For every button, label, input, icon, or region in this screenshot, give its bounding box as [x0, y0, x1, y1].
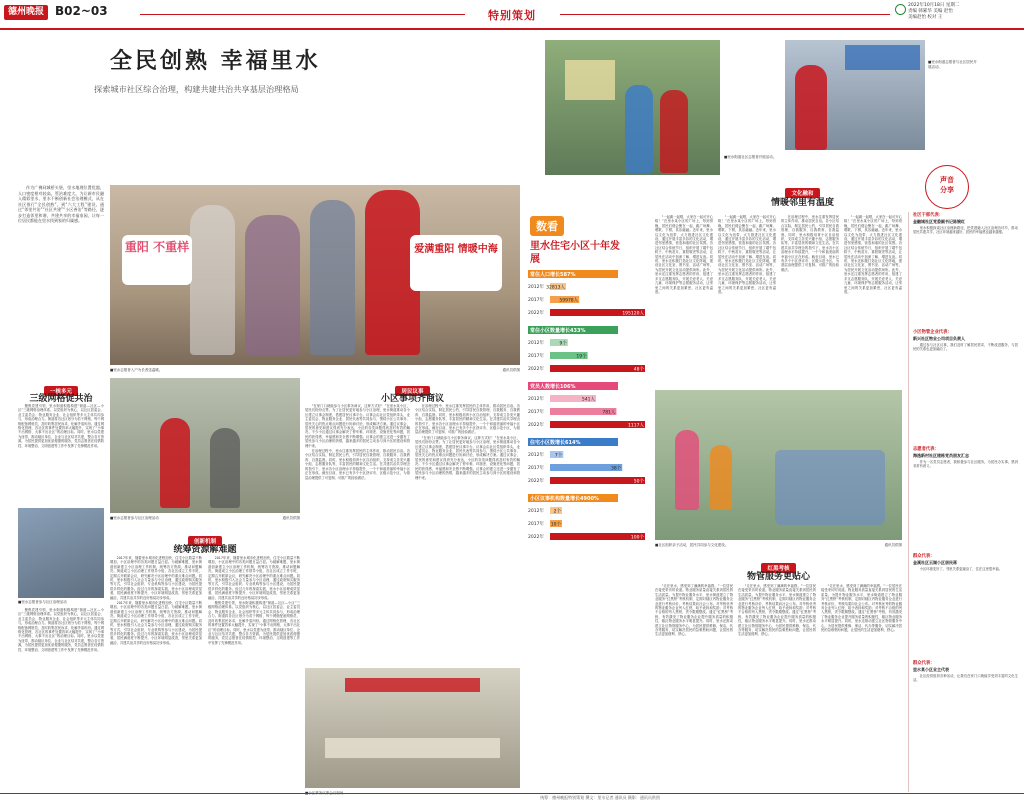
emblem-icon	[895, 4, 906, 15]
infographic-header	[530, 215, 625, 265]
sidebar-role: 志愿者代表：	[913, 447, 939, 452]
infographic-chart-3	[528, 438, 645, 484]
meeting-photo	[110, 378, 300, 513]
chart-title: 党员人数增长106%	[530, 384, 576, 390]
chart-category-label: 2012年	[528, 453, 544, 458]
left-article-text: 聚焦党建引领，里水街道积极构建“街道—社区—小区”三级网格治理体系。以党组织为核心，以社区居委会、业主委员会、物业服务企业、社会组织等多元主体共同参与，形成治理合力。街道将各社区划分为若干网格，每个网格配备网格员，及时收集居民诉求，化解矛盾纠纷。通过网格化管理，各社区的事件处置效率大幅提升，实现了“小事不出网格、大事不出社区”的治理目标。同时，里水以党建为纽带，推动辖区单位、企业与社区结对共建，整合各方资源，为居民提供更加优质便捷的服务，党员志愿者在疫情防控、环境整治、文明创建等工作中发挥了先锋模范作用。	[18, 404, 104, 448]
page-footer: 统筹：德州晚报特别策划 撰文：里水记者 通讯员 摄影：通讯员供图	[540, 795, 660, 800]
mid-left-article-text: 2017年来，随着里水城市化进程加快，住宅小区数量不断增加，小区治理中的各类问题日益凸显。为破解难题，里水街道创新建立小区治理工作机制，统筹各方资源，推动问题解决。街道成立小区治理工作领导小组，各社区成立工作专班，定期召开联席会议，研究解决小区治理中的重点难点问题。同时，里水积极引入社会力量参与小区治理，通过政府购买服务等方式，引导社会组织、专业机构等参与小区建设，为居民提供多样化的服务。经过几年的探索实践，里水小区治理成效显著，居民满意度不断提升，小区环境明显改善，邻里关系更加融洽，共建共治共享的良好格局初步形成。 2017年来，随着里水城市化进程加快，住宅小区数量不断增加，小区治理中的各类问题日益凸显。为破解难题，里水街道创新建立小区治理工作机制，统筹各方资源，推动问题解决。街道成立小区治理工作领导小组，各社区成立工作专班，定期召开联席会议，研究解决小区治理中的重点难点问题。同时，里水积极引入社会力量参与小区治理，通过政府购买服务等方式，引导社会组织、专业机构等参与小区建设，为居民提供多样化的服务。经过几年的探索实践，里水小区治理成效显著，居民满意度不断提升，小区环境明显改善，邻里关系更加融洽，共建共治共享的良好格局初步形成。	[110, 556, 202, 645]
header-rule-left	[140, 14, 465, 15]
mural	[775, 450, 885, 525]
share-label: 分享	[940, 186, 954, 194]
section-pill: 居民议事	[395, 386, 429, 396]
sign-left: 重阳 不重样	[122, 235, 192, 285]
sidebar-item	[913, 446, 1018, 545]
person-figure	[310, 200, 355, 355]
chart-data-label: 7个	[554, 453, 563, 459]
mid-left-article-text-2: 2017年来，随着里水城市化进程加快，住宅小区数量不断增加，小区治理中的各类问题日益凸显。为破解难题，里水街道创新建立小区治理工作机制，统筹各方资源，推动问题解决。街道成立小区治理工作领导小组，各社区成立工作专班，定期召开联席会议，研究解决小区治理中的重点难点问题。同时，里水积极引入社会力量参与小区治理，通过政府购买服务等方式，引导社会组织、专业机构等参与小区建设，为居民提供多样化的服务。经过几年的探索实践，里水小区治理成效显著，居民满意度不断提升，小区环境明显改善，邻里关系更加融洽，共建共治共享的良好格局初步形成。 聚焦党建引领，里水街道积极构建“街道—社区—小区”三级网格治理体系。以党组织为核心，以社区居委会、业主委员会、物业服务企业、社会组织等多元主体共同参与，形成治理合力。街道将各社区划分为若干网格，每个网格配备网格员，及时收集居民诉求，化解矛盾纠纷。通过网格化管理，各社区的事件处置效率大幅提升，实现了“小事不出网格、大事不出社区”的治理目标。同时，里水以党建为纽带，推动辖区单位、企业与社区结对共建，整合各方资源，为居民提供更加优质便捷的服务，党员志愿者在疫情防控、环境整治、文明创建等工作中发挥了先锋模范作用。	[208, 556, 300, 645]
editor-line: 责编 韩累华 美编 赵怡	[908, 9, 953, 14]
chart-title: 常住人口增长587%	[530, 272, 576, 278]
sidebar-quote: 通过参与社区议事，我们及时了解居民需求，不断改进服务，与居民的关系也更加融洽了。	[913, 343, 1018, 352]
table	[325, 738, 500, 758]
mid-article-text: “在家门口就能参与小区事务商议，这种方式好！”在里水某小区，居民们纷纷点赞。为了让居民更好地参与小区治理，里水街道推动各小区建立议事会制度，搭建居民议事平台。议事会由社区党组织牵头，业主委员会、物业服务企业、居民代表等共同参与，围绕小区公共事务、居民关心的热点难点问题进行协商讨论，形成解决方案。通过议事会，居民的意见和建议得到充分表达，小区的各类问题得到及时有效的解决。不少小区通过议事会解决了停车难、环境差、设施老化等问题，居民的获得感、幸福感和安全感不断增强。议事会的建立还进一步激发了居民参与小区治理的热情，越来越多的居民主动参与到小区的建设和管理中来。 在治理过程中，里水注重发挥居民的主体作用，推动居民自治。各小区结合实际，制定居民公约，引导居民自我管理、自我服务、自我教育、自我监督。同时，里水积极培育小区自治组织，支持成立各类兴趣小组、志愿服务队等，丰富居民的精神文化生活。在共建共治共享理念的指引下，里水各小区治理水平持续提升，一个个和谐美丽的幸福小区正在形成。截至目前，里水已有多个小区获评市、区级示范小区，为基层治理提供了可复制、可推广的经验做法。	[305, 404, 410, 480]
chart-category-label: 2017年	[528, 522, 544, 527]
person-figure	[625, 85, 653, 173]
chart-category-label: 2017年	[528, 354, 544, 359]
sidebar-role: 社区干部代表：	[913, 213, 944, 218]
sidebar-quote: 社区经常组织各种活动，让我们在家门口就能享受到丰富的文化生活。	[913, 674, 1018, 683]
person-figure	[190, 205, 235, 355]
infographic-chart-4	[528, 494, 645, 540]
chart-category-label: 2017年	[528, 298, 544, 303]
newspaper-logo: 德州晚报	[4, 5, 48, 20]
chart-category-label: 2022年	[528, 479, 544, 484]
chart-category-label: 2012年	[528, 509, 544, 514]
sign-right: 爱满重阳 情暖中海	[410, 235, 502, 291]
photo-credit: 通讯员供图	[502, 368, 520, 372]
chart-data-label: 541人	[581, 397, 596, 403]
photo-caption: ■里水志愿者入户为长者送温暖。	[110, 368, 163, 372]
proof-line: 美编赵怡 校对 王	[908, 15, 943, 20]
chart-category-label: 2022年	[528, 367, 544, 372]
activity-photo-top-mid	[545, 40, 720, 175]
section-pill: 红黑考核	[761, 563, 795, 573]
photo-caption: ■里水志愿者参与社区治理活动	[110, 516, 159, 520]
chart-category-label: 2017年	[528, 466, 544, 471]
sidebar-item	[913, 553, 1018, 652]
person-figure	[795, 65, 827, 150]
sidebar-item	[913, 212, 1018, 321]
person-figure	[675, 430, 699, 510]
chart-bar	[550, 477, 645, 484]
intro-text: 作为广佛同城桥头堡，里水地理位置优越，人口密度相对较高，管治难度大。为让新市民融入精彩里水，里水不断创新社会治理模式，从在社区推行“全民创熟”，到“六大工程”建设，通过“邻里共治”“社区共建”“小区善治”等路径，逐步打造邻里和谐、共建共享的幸福家园，让每一位居民都能在里水找到家的归属感。	[18, 185, 104, 223]
chart-category-label: 2022年	[528, 311, 544, 316]
sidebar-quote: 小区环境变好了，邻里关系更融洽了，住在这里很幸福。	[919, 567, 1003, 571]
person-figure	[245, 215, 300, 355]
sound-share-badge	[925, 165, 969, 209]
sidebar-name: 新兴社区物业公司项目负责人	[913, 336, 965, 341]
left-article-text-2: 聚焦党建引领，里水街道积极构建“街道—社区—小区”三级网格治理体系。以党组织为核心，以社区居委会、业主委员会、物业服务企业、社会组织等多元主体共同参与，形成治理合力。街道将各社区划分为若干网格，每个网格配备网格员，及时收集居民诉求，化解矛盾纠纷。通过网格化管理，各社区的事件处置效率大幅提升，实现了“小事不出网格、大事不出社区”的治理目标。同时，里水以党建为纽带，推动辖区单位、企业与社区结对共建，整合各方资源，为居民提供更加优质便捷的服务，党员志愿者在疫情防控、环境整治、文明创建等工作中发挥了先锋模范作用。	[18, 608, 104, 652]
photo-caption: ■社区组织亲子活动，居民共同参与文化建设。	[655, 543, 729, 547]
chart-category-label: 2022年	[528, 535, 544, 540]
mid-article-text-2: 在治理过程中，里水注重发挥居民的主体作用，推动居民自治。各小区结合实际，制定居民公约，引导居民自我管理、自我服务、自我教育、自我监督。同时，里水积极培育小区自治组织，支持成立各类兴趣小组、志愿服务队等，丰富居民的精神文化生活。在共建共治共享理念的指引下，里水各小区治理水平持续提升，一个个和谐美丽的幸福小区正在形成。截至目前，里水已有多个小区获评市、区级示范小区，为基层治理提供了可复制、可推广的经验做法。 “在家门口就能参与小区事务商议，这种方式好！”在里水某小区，居民们纷纷点赞。为了让居民更好地参与小区治理，里水街道推动各小区建立议事会制度，搭建居民议事平台。议事会由社区党组织牵头，业主委员会、物业服务企业、居民代表等共同参与，围绕小区公共事务、居民关心的热点难点问题进行协商讨论，形成解决方案。通过议事会，居民的意见和建议得到充分表达，小区的各类问题得到及时有效的解决。不少小区通过议事会解决了停车难、环境差、设施老化等问题，居民的获得感、幸福感和安全感不断增强。议事会的建立还进一步激发了居民参与小区治理的热情，越来越多的居民主动参与到小区的建设和管理中来。	[415, 404, 520, 480]
chart-title: 常住小区数量增长433%	[530, 328, 586, 334]
right-article-text-4: “一起跳一起唱，大家在一起可开心啦！”在里水某小区的广场上，每到傍晚，居民们便会聚在一起，跳广场舞、唱歌、下棋，其乐融融。近年来，里水以文化为纽带，大力推进社区文化建设，通过开展丰富多彩的文化活动，增进邻里感情，营造和谐的社区氛围。各社区结合传统节日，组织开展了端午包粽子、中秋赏月、重阳敬老等活动，让居民在活动中加深了解、增进友谊。同时，里水还积极打造社区文化阵地，建设社区文化室、图书室、活动广场等，为居民开展文化活动提供场所。此外，里水还注重发挥志愿者的作用，组建了多支志愿服务队，开展关爱老人、关爱儿童、环境保护等志愿服务活动，让邻里之间的关系更加紧密，社区更有温度。	[844, 215, 902, 294]
right-bottom-article-text-2: “走在里水，感受到了满满的幸福感。”一位居民在接受采访时说道。物业服务质量直接关系到居民的生活质量。为提升物业服务水平，里水街道建立了物业服务“红黑榜”考核机制，定期对辖区内物业服务企业进行考核评价，考核结果向社会公布。对考核优秀的物业服务企业列入红榜，给予表扬和奖励；对考核不合格的列入黑榜，责令限期整改。通过“红黑榜”考核，有效激发了物业服务企业提升服务质量的积极性，辖区物业服务水平明显提升。同时，里水还推动建立社区物管服务中心，为居民提供维修、保洁、代办等服务，切实解决居民的急难愁盼问题，让居民的生活更加便利、舒心。	[738, 584, 816, 637]
chart-data-label: 48个	[633, 367, 644, 373]
right-bottom-article-text: “走在里水，感受到了满满的幸福感。”一位居民在接受采访时说道。物业服务质量直接关系到居民的生活质量。为提升物业服务水平，里水街道建立了物业服务“红黑榜”考核机制，定期对辖区内物业服务企业进行考核评价，考核结果向社会公布。对考核优秀的物业服务企业列入红榜，给予表扬和奖励；对考核不合格的列入黑榜，责令限期整改。通过“红黑榜”考核，有效激发了物业服务企业提升服务质量的积极性，辖区物业服务水平明显提升。同时，里水还推动建立社区物管服务中心，为居民提供维修、保洁、代办等服务，切实解决居民的急难愁盼问题，让居民的生活更加便利、舒心。	[655, 584, 733, 637]
section-pill: 一核多元	[44, 386, 78, 396]
community-activity-photo	[18, 508, 104, 598]
sidebar-item	[913, 329, 1018, 438]
page-number: B02~03	[55, 4, 108, 18]
chart-title: 住宅小区数增长614%	[530, 440, 581, 446]
chart-category-label: 2012年	[528, 397, 544, 402]
infographic-chart-2	[528, 382, 645, 428]
chart-data-label: 1117人	[628, 423, 644, 429]
sidebar-name: 金融城社区党委副书记陈婉红	[913, 219, 965, 224]
infographic-charts	[528, 270, 653, 555]
right-article-text: “一起跳一起唱，大家在一起可开心啦！”在里水某小区的广场上，每到傍晚，居民们便会聚在一起，跳广场舞、唱歌、下棋，其乐融融。近年来，里水以文化为纽带，大力推进社区文化建设，通过开展丰富多彩的文化活动，增进邻里感情，营造和谐的社区氛围。各社区结合传统节日，组织开展了端午包粽子、中秋赏月、重阳敬老等活动，让居民在活动中加深了解、增进友谊。同时，里水还积极打造社区文化阵地，建设社区文化室、图书室、活动广场等，为居民开展文化活动提供场所。此外，里水还注重发挥志愿者的作用，组建了多支志愿服务队，开展关爱老人、关爱儿童、环境保护等志愿服务活动，让邻里之间的关系更加紧密，社区更有温度。	[655, 215, 713, 294]
person-figure	[210, 428, 240, 508]
page-title: 全民创熟 幸福里水	[110, 48, 321, 74]
chart-data-label: 2个	[553, 509, 561, 515]
sidebar-name: 里水某小区业主代表	[913, 667, 949, 672]
chart-data-label: 32813人	[546, 285, 565, 291]
sidebar-role: 群众代表：	[913, 661, 935, 666]
section-heading-right-bottom: 物管服务更贴心	[746, 572, 810, 582]
sidebar-quotes	[908, 212, 1018, 792]
photo-credit: 通讯员供图	[282, 516, 300, 520]
section-pill: 文化融和	[785, 188, 819, 198]
sidebar-role: 小区物管企业代表：	[913, 330, 952, 335]
chart-data-label: 9个	[559, 341, 567, 347]
chart-category-label: 2022年	[528, 423, 544, 428]
person-figure	[660, 90, 688, 173]
sidebar-name: 金溪社区云湖小区居民蒋	[913, 560, 957, 565]
infographic-chart-1	[528, 326, 645, 372]
chart-data-label: 195120人	[622, 311, 644, 317]
chart-bar	[550, 365, 645, 372]
chart-category-label: 2012年	[528, 341, 544, 346]
infographic-title: 里水住宅小区十年发展	[530, 241, 620, 265]
volunteers-photo	[110, 185, 520, 365]
infographic-chart-0	[528, 270, 645, 316]
chart-data-label: 38个	[610, 466, 622, 472]
chart-title: 小区议事机构数量增长4900%	[530, 496, 599, 502]
footer-rule	[0, 793, 1024, 794]
chart-data-label: 781人	[602, 410, 616, 416]
section-heading-right: 情暖邻里有温度	[770, 198, 834, 208]
infographic-heading: 数看	[530, 216, 564, 236]
chart-data-label: 10个	[550, 522, 561, 528]
person-figure	[710, 445, 732, 510]
photo-caption: ■里水街道社区志愿者开展活动。	[724, 155, 777, 159]
photo-caption: ■里水街道志愿者与社区居民开展活动。	[928, 60, 977, 69]
chart-data-label: 59978人	[559, 298, 579, 304]
section-label: 特别策划	[488, 9, 536, 22]
sidebar-item	[913, 660, 1018, 759]
chart-category-label: 2017年	[528, 410, 544, 415]
section-pill: 创新机制	[188, 536, 222, 546]
activity-photo-top-right	[785, 40, 925, 150]
sign-board	[565, 60, 615, 100]
chart-data-label: 50个	[633, 479, 644, 485]
section-heading-mid-left: 统筹资源解难题	[173, 545, 237, 555]
right-article-text-3: 在治理过程中，里水注重发挥居民的主体作用，推动居民自治。各小区结合实际，制定居民公约，引导居民自我管理、自我服务、自我教育、自我监督。同时，里水积极培育小区自治组织，支持成立各类兴趣小组、志愿服务队等，丰富居民的精神文化生活。在共建共治共享理念的指引下，里水各小区治理水平持续提升，一个个和谐美丽的幸福小区正在形成。截至目前，里水已有多个小区获评市、区级示范小区，为基层治理提供了可复制、可推广的经验做法。	[781, 215, 839, 272]
header-info	[908, 3, 1024, 21]
right-article-text-2: “一起跳一起唱，大家在一起可开心啦！”在里水某小区的广场上，每到傍晚，居民们便会聚在一起，跳广场舞、唱歌、下棋，其乐融融。近年来，里水以文化为纽带，大力推进社区文化建设，通过开展丰富多彩的文化活动，增进邻里感情，营造和谐的社区氛围。各社区结合传统节日，组织开展了端午包粽子、中秋赏月、重阳敬老等活动，让居民在活动中加深了解、增进友谊。同时，里水还积极打造社区文化阵地，建设社区文化室、图书室、活动广场等，为居民开展文化活动提供场所。此外，里水还注重发挥志愿者的作用，组建了多支志愿服务队，开展关爱老人、关爱儿童、环境保护等志愿服务活动，让邻里之间的关系更加紧密，社区更有温度。	[718, 215, 776, 294]
page-subtitle: 探索城市社区综合治理，构建共建共治共享基层治理格局	[94, 84, 299, 94]
photo-caption: ■里水志愿者参与社区治理活动	[18, 600, 67, 604]
chart-data-label: 100个	[630, 535, 644, 541]
sidebar-role: 群众代表：	[913, 554, 935, 559]
photo-credit: 通讯员供图	[884, 543, 902, 547]
tent	[845, 45, 920, 70]
chart-data-label: 19个	[576, 354, 587, 360]
sidebar-quote: 作为一名党员志愿者，我积极参与社区服务，为居民办实事，感到非常有意义。	[913, 460, 1018, 469]
person-figure	[160, 418, 190, 508]
chart-category-label: 2012年	[528, 285, 544, 290]
sidebar-name: 海逸新村社区楼栋党员朋友汇志	[913, 453, 969, 458]
right-bottom-article-text-3: “走在里水，感受到了满满的幸福感。”一位居民在接受采访时说道。物业服务质量直接关系到居民的生活质量。为提升物业服务水平，里水街道建立了物业服务“红黑榜”考核机制，定期对辖区内物业服务企业进行考核评价，考核结果向社会公布。对考核优秀的物业服务企业列入红榜，给予表扬和奖励；对考核不合格的列入黑榜，责令限期整改。通过“红黑榜”考核，有效激发了物业服务企业提升服务质量的积极性，辖区物业服务水平明显提升。同时，里水还推动建立社区物管服务中心，为居民提供维修、保洁、代办等服务，切实解决居民的急难愁盼问题，让居民的生活更加便利、舒心。	[821, 584, 902, 633]
date-line: 2022年10月18日 星期二	[908, 3, 960, 8]
banner	[345, 678, 480, 692]
section-heading-left: 三级网格促共治	[29, 394, 93, 404]
sidebar-quote: 里水积极探索社区治理新路径，把党建融入社区治理各环节，推动居民共建共享，社区环境越来越好，居民的幸福感也越来越强。	[913, 226, 1018, 235]
sound-label: 声音	[940, 176, 954, 184]
header-rule-right	[560, 14, 890, 15]
culture-activity-photo	[655, 390, 902, 540]
deliberation-meeting-photo	[305, 668, 520, 788]
section-heading-mid: 小区事项齐商议	[380, 394, 444, 404]
